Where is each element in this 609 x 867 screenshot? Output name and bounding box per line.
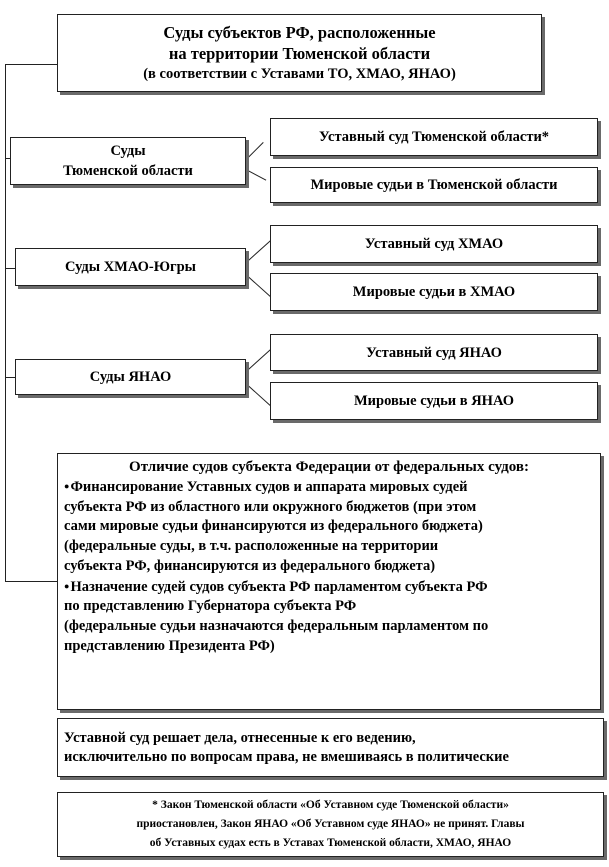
bullet-icon: ●: [64, 481, 70, 491]
connector-group-3: [5, 377, 15, 378]
court-box-tyumen-statutory: [270, 118, 598, 156]
header-line-3: (в соответствии с Уставами ТО, ХМАО, ЯНАО): [143, 65, 456, 82]
connector-difference: [5, 581, 57, 582]
connector-main-vertical: [5, 64, 6, 582]
difference-line: ●Финансирование Уставных судов и аппарата мировых судей: [64, 479, 468, 495]
group-tyumen-line-1: Суды: [110, 143, 146, 159]
court-label: Уставный суд ХМАО: [364, 236, 504, 252]
statement-line-1: Уставной суд решает дела, отнесенные к его ведению,: [64, 729, 416, 746]
group-tyumen-line-2: Тюменской области: [63, 163, 193, 179]
header-line-1: Суды субъектов РФ, расположенные: [163, 22, 436, 42]
connector-group-3-court-2: [245, 383, 270, 406]
footnote-box: [57, 792, 604, 857]
group-tyumen-box: [10, 137, 246, 185]
court-box-yanao-statutory: [270, 334, 598, 371]
connector-group-1-court-1: [246, 142, 264, 160]
group-yanao-box: [15, 359, 246, 395]
header-line-2: на территории Тюменской области: [168, 43, 431, 63]
group-yanao-label: Суды ЯНАО: [89, 369, 172, 385]
difference-line: ●Назначение судей судов субъекта РФ парламентом субъекта РФ: [64, 578, 488, 595]
court-label: Уставный суд Тюменской области*: [318, 129, 550, 145]
court-label: Мировые судьи в ЯНАО: [353, 393, 514, 409]
difference-title: Отличие судов субъекта Федерации от федеральных судов:: [129, 459, 529, 475]
footnote-line-2: приостановлен, Закон ЯНАО «Об Уставном суде ЯНАО» не принят. Главы: [136, 818, 525, 830]
connector-group-2-court-2: [245, 274, 272, 298]
connector-group-2-court-1: [246, 239, 273, 263]
court-box-khmao-statutory: [270, 225, 598, 263]
difference-line: по представлению Губернатора субъекта РФ: [64, 598, 357, 615]
difference-line: (федеральные судьи назначаются федеральным парламентом по: [64, 617, 489, 634]
bullet-icon: ●: [64, 580, 70, 591]
statement-line-2: исключительно по вопросам права, не вмешиваясь в политические: [64, 748, 509, 765]
court-label: Мировые судьи в Тюменской области: [310, 177, 558, 193]
statement-box: [57, 718, 604, 777]
footnote-line-1: * Закон Тюменской области «Об Уставном суде Тюменской области»: [152, 799, 509, 811]
difference-line: субъекта РФ, финансируются из федерального бюджета): [64, 557, 436, 574]
court-box-yanao-magistrates: [270, 382, 598, 420]
footnote-line-3: об Уставных судах есть в Уставах Тюменской области, ХМАО, ЯНАО: [149, 837, 512, 849]
court-box-khmao-magistrates: [270, 273, 598, 311]
connector-group-1-court-2: [246, 169, 267, 181]
header-box: [57, 14, 542, 92]
group-khmao-box: [15, 248, 246, 286]
difference-line: представлению Президента РФ): [64, 637, 275, 654]
difference-box: [57, 453, 601, 710]
difference-line: субъекта РФ из областного или окружного бюджетов (при этом: [64, 498, 477, 515]
connector-header: [5, 64, 57, 65]
difference-line: (федеральные суды, в т.ч. расположенные на территории: [64, 538, 439, 555]
group-khmao-label: Суды ХМАО-Югры: [64, 259, 197, 275]
court-label: Уставный суд ЯНАО: [366, 344, 502, 361]
connector-group-3-court-1: [246, 349, 271, 372]
connector-group-2: [5, 268, 15, 269]
court-box-tyumen-magistrates: [270, 167, 598, 203]
difference-line: сами мировые судьи финансируются из федерального бюджета): [64, 518, 483, 535]
court-label: Мировые судьи в ХМАО: [352, 284, 516, 300]
